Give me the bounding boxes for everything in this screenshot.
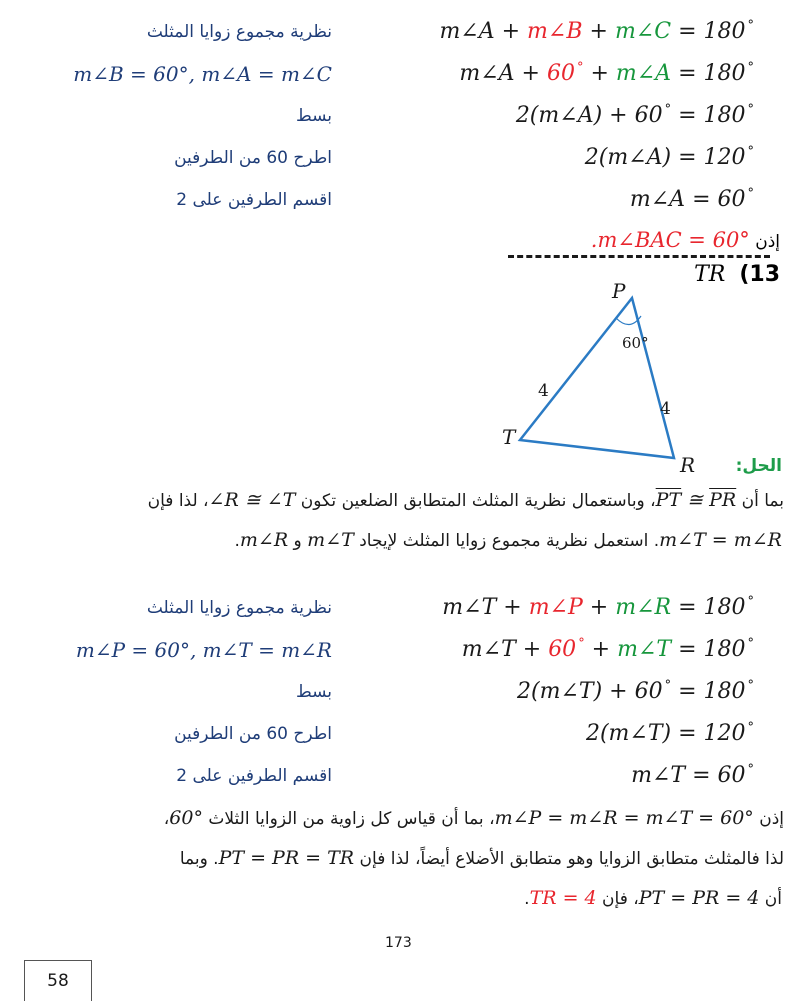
step-row-7 bbox=[0, 632, 800, 668]
paragraph-line: لذا فالمثلث متطابق الزوايا وهو متطابق الأضلاع أيضاً، لذا فإن PT = PR = TR. وبما bbox=[179, 847, 784, 869]
page-box-number: 58 bbox=[24, 960, 92, 1001]
step-row-9 bbox=[0, 716, 800, 752]
step-row-8 bbox=[0, 674, 800, 710]
divider bbox=[508, 255, 770, 258]
step-row-6 bbox=[0, 590, 800, 626]
solution-label: الحل: bbox=[735, 456, 782, 476]
step-row-5 bbox=[0, 182, 800, 218]
vertex-t: T bbox=[502, 425, 516, 449]
equation: m∠A = 60 ° bbox=[629, 186, 754, 212]
paragraph-line: إذن m∠P = m∠R = m∠T = 60°، بما أن قياس كل زاوية من الزوايا الثلاث 60°، bbox=[163, 807, 784, 829]
paragraph-line: m∠T = m∠R. استعمل نظرية مجموع زوايا المثلث لإيجاد m∠T و m∠R. bbox=[234, 529, 782, 551]
reason: اطرح 60 من الطرفين bbox=[174, 724, 332, 744]
equation: 2(m∠T) = 120 ° bbox=[585, 720, 754, 746]
reason: بسط bbox=[295, 682, 332, 702]
equation: m∠A + m∠B + m∠C = 180 ° bbox=[439, 18, 754, 44]
equation: 2(m∠T) + 60 ° = 180 ° bbox=[517, 678, 754, 704]
reason: اطرح 60 من الطرفين bbox=[174, 148, 332, 168]
reason: نظرية مجموع زوايا المثلث bbox=[146, 22, 332, 42]
equation: m∠T + m∠P + m∠R = 180 ° bbox=[442, 594, 754, 620]
reason: m∠P = 60°, m∠T = m∠R bbox=[75, 638, 332, 662]
vertex-p: P bbox=[612, 279, 626, 303]
paragraph-line: أن PT = PR = 4، فإن TR = 4. bbox=[524, 887, 782, 909]
step-row-10 bbox=[0, 758, 800, 794]
conclusion: إذن .m∠BAC = 60° bbox=[590, 228, 780, 252]
triangle-figure bbox=[490, 276, 720, 476]
reason: نظرية مجموع زوايا المثلث bbox=[146, 598, 332, 618]
equation: 2(m∠A) + 60 ° = 180 ° bbox=[515, 102, 754, 128]
reason: بسط bbox=[295, 106, 332, 126]
side-label-pt: 4 bbox=[538, 381, 549, 401]
side-label-pr: 4 bbox=[660, 399, 671, 419]
triangle bbox=[520, 298, 674, 458]
equation: m∠T = 60 ° bbox=[631, 762, 754, 788]
angle-label: 60° bbox=[622, 334, 649, 352]
equation: 2(m∠A) = 120 ° bbox=[584, 144, 754, 170]
step-row-2 bbox=[0, 56, 800, 92]
step-row-3 bbox=[0, 98, 800, 134]
conclusion-row bbox=[0, 222, 800, 258]
equation: m∠A + 60 ° + m∠A = 180 ° bbox=[459, 60, 754, 86]
page-number: 173 bbox=[385, 935, 412, 951]
question-number: TR (13 bbox=[694, 262, 780, 287]
reason: اقسم الطرفين على 2 bbox=[176, 190, 332, 210]
reason: m∠B = 60°, m∠A = m∠C bbox=[73, 62, 332, 86]
paragraph-line: بما أن $\overline{PT}$ ≅ $\overline{PR}،$ وباستعمال نظرية المثلث المتطابق الضلعين تكون ∠R ≅ ∠T، لذا فإن bbox=[147, 489, 784, 511]
step-row-1 bbox=[0, 14, 800, 50]
reason: اقسم الطرفين على 2 bbox=[176, 766, 332, 786]
vertex-r: R bbox=[680, 453, 696, 476]
step-row-4 bbox=[0, 140, 800, 176]
equation: m∠T + 60 ° + m∠T = 180 ° bbox=[461, 636, 754, 662]
